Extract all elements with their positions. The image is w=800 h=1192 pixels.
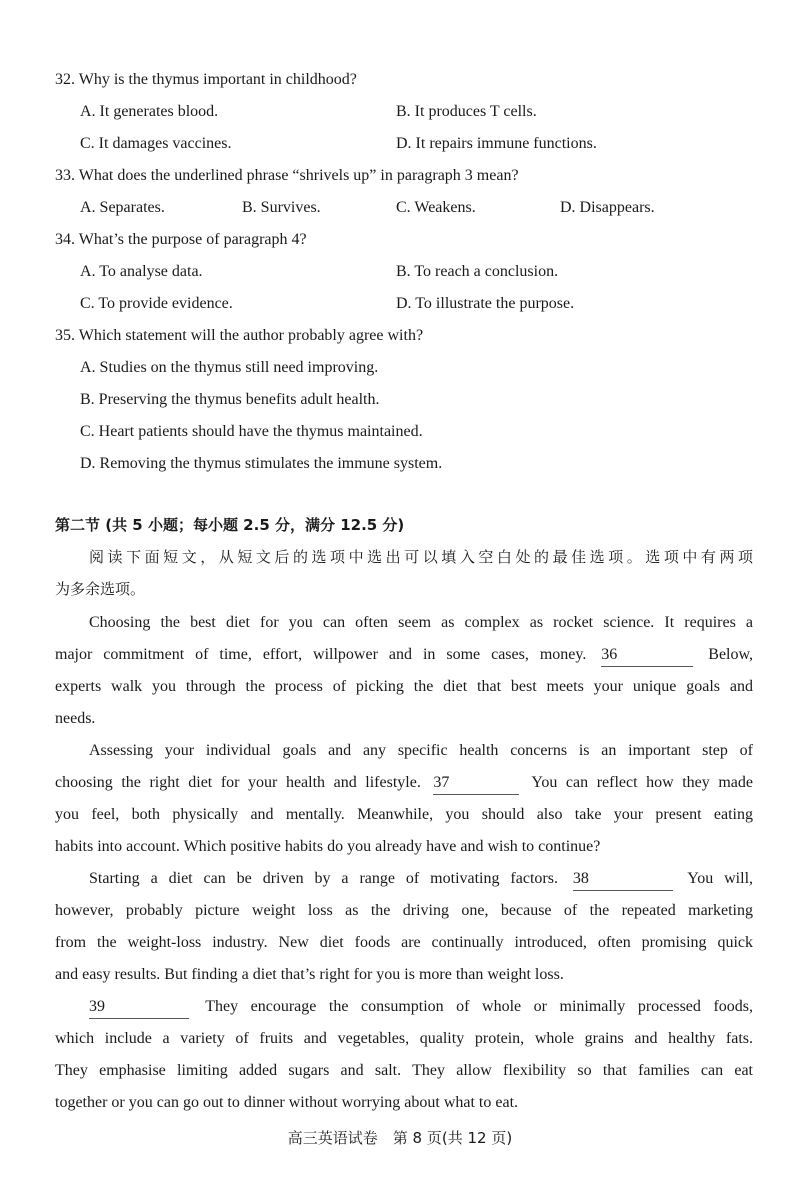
option-b: B. It produces T cells. bbox=[396, 103, 537, 120]
blank-38: 38 bbox=[573, 868, 673, 891]
p3-text: Starting a diet can be driven by a range of motivating factors. bbox=[89, 870, 558, 887]
option-c: C. To provide evidence. bbox=[80, 295, 233, 312]
p2-text: You can reflect how they made bbox=[531, 774, 754, 791]
question-33-stem: 33. What does the underlined phrase “shrivels up” in paragraph 3 mean? bbox=[55, 167, 519, 184]
p2-text: choosing the right diet for your health and lifestyle. bbox=[55, 774, 421, 791]
option-a: A. It generates blood. bbox=[80, 103, 219, 120]
option-b: B. Preserving the thymus benefits adult health. bbox=[80, 391, 380, 408]
p4-text: They encourage the consumption of whole or minimally processed foods, bbox=[205, 998, 753, 1015]
p3-text: You will, bbox=[687, 870, 754, 887]
p4-line-1 bbox=[55, 991, 753, 1023]
question-35-stem: 35. Which statement will the author probably agree with? bbox=[55, 327, 424, 344]
option-d: D. Removing the thymus stimulates the immune system. bbox=[80, 455, 443, 472]
p3-line-1 bbox=[55, 863, 753, 895]
option-a: A. To analyse data. bbox=[80, 263, 203, 280]
option-a: A. Studies on the thymus still need improving. bbox=[80, 359, 379, 376]
p2-line-4: habits into account. Which positive habits do you already have and wish to continue? bbox=[55, 838, 601, 855]
p3-line-2: however, probably picture weight loss as the driving one, because of the repeated marketing bbox=[55, 902, 753, 919]
question-33-options bbox=[55, 192, 753, 224]
p4-line-4: together or you can go out to dinner without worrying about what to eat. bbox=[55, 1094, 519, 1111]
blank-36: 36 bbox=[601, 644, 693, 667]
option-c: C. It damages vaccines. bbox=[80, 135, 232, 152]
question-34-options-row1 bbox=[55, 256, 753, 288]
option-c: C. Weakens. bbox=[396, 199, 476, 216]
blank-39: 39 bbox=[89, 996, 189, 1019]
p2-line-3: you feel, both physically and mentally. Meanwhile, you should also take your present eating bbox=[55, 806, 753, 823]
p1-text: major commitment of time, effort, willpower and in some cases, money. bbox=[55, 646, 587, 663]
p1-line-4: needs. bbox=[55, 710, 96, 727]
question-32-options-row2 bbox=[55, 128, 753, 160]
exam-page bbox=[55, 64, 753, 1119]
option-b: B. To reach a conclusion. bbox=[396, 263, 559, 280]
instructions-line-1: 阅读下面短文，从短文后的选项中选出可以填入空白处的最佳选项。选项中有两项 bbox=[89, 548, 753, 566]
p1-text: Below, bbox=[708, 646, 753, 663]
option-d: D. Disappears. bbox=[560, 199, 655, 216]
option-c: C. Heart patients should have the thymus maintained. bbox=[80, 423, 423, 440]
p1-line-1: Choosing the best diet for you can often seem as complex as rocket science. It requires a bbox=[89, 614, 753, 631]
p1-line-3: experts walk you through the process of picking the diet that best meets your unique goals and bbox=[55, 678, 753, 695]
question-32-options-row1 bbox=[55, 96, 753, 128]
p4-line-3: They emphasise limiting added sugars and salt. They allow flexibility so that families can eat bbox=[55, 1062, 753, 1079]
p3-line-4: and easy results. But finding a diet that’s right for you is more than weight loss. bbox=[55, 966, 564, 983]
p4-line-2: which include a variety of fruits and vegetables, quality protein, whole grains and healthy fats. bbox=[55, 1030, 753, 1047]
question-34-options-row2 bbox=[55, 288, 753, 320]
option-d: D. To illustrate the purpose. bbox=[396, 295, 575, 312]
option-d: D. It repairs immune functions. bbox=[396, 135, 597, 152]
question-34-stem: 34. What’s the purpose of paragraph 4? bbox=[55, 231, 307, 248]
p3-line-3: from the weight-loss industry. New diet foods are continually introduced, often promising quick bbox=[55, 934, 753, 951]
instructions-line-2: 为多余选项。 bbox=[55, 580, 146, 598]
p2-line-2 bbox=[55, 767, 753, 799]
section-heading: 第二节 (共 5 小题；每小题 2.5 分，满分 12.5 分) bbox=[55, 516, 405, 534]
question-32-stem: 32. Why is the thymus important in childhood? bbox=[55, 71, 357, 88]
p2-line-1: Assessing your individual goals and any specific health concerns is an important step of bbox=[89, 742, 753, 759]
option-a: A. Separates. bbox=[80, 199, 165, 216]
blank-37: 37 bbox=[433, 772, 519, 795]
page-footer: 高三英语试卷 第 8 页(共 12 页) bbox=[287, 1129, 513, 1147]
option-b: B. Survives. bbox=[242, 199, 321, 216]
p1-line-2 bbox=[55, 639, 753, 671]
